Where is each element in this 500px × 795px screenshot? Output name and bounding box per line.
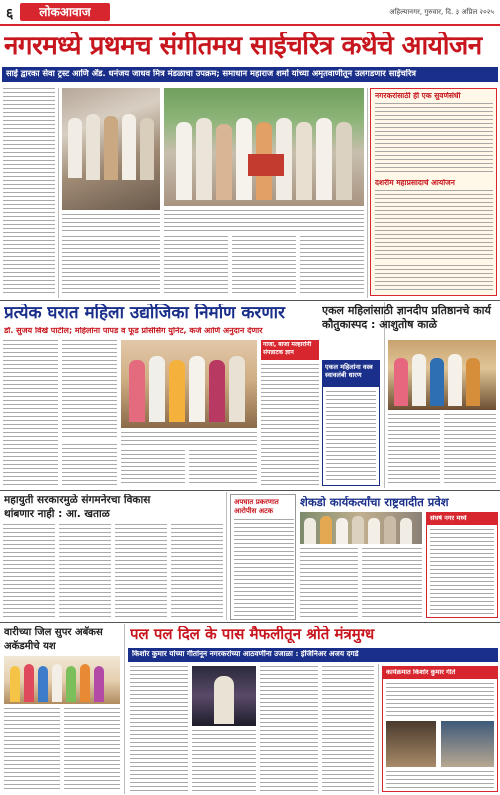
women-photo [121, 340, 257, 428]
academy-headline: वारीच्या जिल सुपर अबॅकस अकॅडमीचे यश [4, 627, 103, 652]
women-article-col2 [62, 340, 117, 440]
masthead-logo: लोकआवाज [20, 3, 110, 21]
women-article-col1 [3, 340, 58, 486]
kishore-article-col3 [260, 666, 318, 792]
khatal-article-col2 [59, 524, 111, 618]
main-photo-1-caption [62, 214, 160, 232]
women-subheadline: डॉ. सुजय विखे पाटील; महिलांना पापड व फूड प्रोसेसिंग युनिट, कर्ज आणि अनुदान देणार [4, 327, 263, 335]
women-article-col4 [189, 450, 257, 486]
shiv-sena-headline: शेकडो कार्यकर्त्यांचा राष्ट्रवादीत प्रवेश [300, 496, 449, 509]
main-headline: नगरमध्ये प्रथमच संगीतमय साईचरित्र कथेचे आयोजन [4, 32, 482, 61]
shiv-sena-photo [300, 512, 422, 544]
apaghat-box: अपघात प्रकरणात आरोपीस अटक [230, 494, 296, 620]
academy-article-col2 [64, 708, 120, 792]
khatal-article-col4 [171, 524, 223, 618]
kishore-article-col2 [192, 730, 256, 792]
main-photo-1 [62, 88, 160, 210]
women-article-col2b [62, 444, 117, 486]
main-headline-subbar: साई द्वारका सेवा ट्रस्ट आणि ॲड. धनंजय जाधव मित्र मंडळाचा उपक्रम; समाधान महाराज शर्मा यांच्या अमृतवाणीतून उलगडणार साईचरित्र [2, 67, 498, 82]
khatal-article-col3 [115, 524, 167, 618]
ekal-box: एकल महिलांना वस्त्र स्वावलंबी धारण [322, 360, 380, 486]
academy-photo [4, 656, 120, 704]
khatal-headline: महायुती सरकारमुळे संगमनेरचा विकास थांबणार नाही : आ. खताळ [4, 494, 151, 520]
right-top-box-title1: नगरकरांसाठी ही एक सुवर्णसंधी [375, 92, 461, 100]
sangharsh-box: संघर्ष नगर मध्ये [426, 512, 498, 618]
dnyandeep-article-col2 [444, 414, 496, 486]
masthead [0, 0, 500, 26]
right-top-box-title2: दशरीम महाप्रसादाचे आयोजन [375, 179, 455, 187]
main-photo-2-caption [164, 210, 364, 232]
kishore-photo-singer [192, 666, 256, 726]
dnyandeep-photo [388, 340, 496, 410]
main-article-col4 [232, 236, 296, 296]
shiv-sena-article-col2 [362, 548, 422, 618]
kishore-article-col4 [322, 666, 374, 792]
main-article-col2 [62, 236, 160, 296]
main-article-col3 [164, 236, 228, 296]
khatal-article-col1 [3, 524, 55, 618]
women-photo-caption [121, 432, 257, 446]
women-headline: प्रत्येक घरात महिला उद्योजिका निर्माण करणार [4, 304, 285, 323]
kishore-article-col1 [130, 666, 188, 792]
academy-article-col1 [4, 708, 60, 792]
dnyandeep-headline: एकल महिलांसाठी ज्ञानदीप प्रतिष्ठानचे कार्य कौतुकास्पद : आशुतोष काळे [322, 304, 491, 331]
page-number: ६ [6, 6, 14, 22]
kishore-headline: पल पल दिल के पास मैफलीतून श्रोते मंत्रमुग्ध [130, 626, 375, 643]
kishore-subbar: किशोर कुमार यांच्या गीतांनून नगरकरांच्या आठवणींना उजाळा : इंजिनिअर अजय दगडे [128, 648, 498, 662]
main-article-col5 [300, 236, 364, 296]
women-article-col3 [121, 450, 185, 486]
dnyandeep-article-col1 [388, 414, 440, 486]
main-article-col1 [3, 88, 55, 296]
ganesh-box: गाजा, बाजा मल्हारांनी संपन्नाटक ज्ञान [261, 340, 319, 486]
main-photo-2 [164, 88, 364, 206]
dateline: अहिल्यानगर, गुरुवार, दि. ३ अप्रिल २०२५ [389, 8, 494, 16]
right-top-box [370, 88, 497, 296]
shiv-sena-article-col1 [300, 548, 358, 618]
karyakram-box: कार्यक्रमात किशोर कुमार गीते [382, 666, 498, 792]
